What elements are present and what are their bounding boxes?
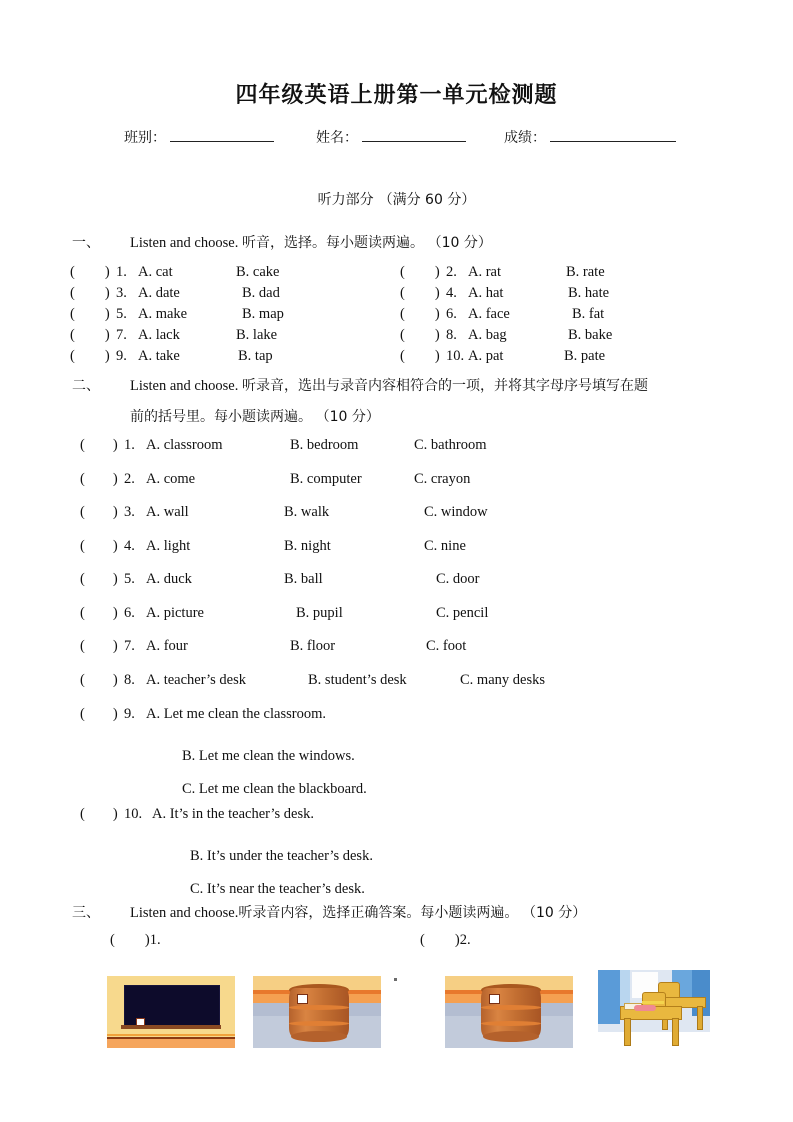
answer-bracket[interactable]: ( ) [80,437,118,453]
question-item[interactable] [420,932,730,949]
option-b[interactable]: B. dad [242,285,280,301]
bin-base [291,1031,347,1042]
score-field [504,127,676,147]
option-b[interactable]: B. cake [236,264,280,280]
question-row [70,327,730,348]
option-b[interactable]: B. pupil [296,604,343,621]
question-item[interactable] [80,437,730,471]
option-c[interactable]: C. door [436,571,480,587]
question-item[interactable] [80,638,730,672]
item-number: 6. [124,604,135,621]
answer-bracket[interactable]: ( ) [70,264,110,280]
option-b[interactable]: B. lake [236,327,278,343]
question-item[interactable] [80,605,730,639]
item-number: 8. [446,327,457,343]
option-b[interactable]: B. fat [572,306,605,322]
question-line [80,806,730,840]
option-b[interactable]: B. student’s desk [308,671,407,688]
item-number: 10. [124,806,143,822]
desk-leg [697,1006,703,1030]
option-b[interactable]: B. bake [568,327,613,343]
section-2-instruction-line2-wrapper [72,402,732,433]
score-label: 成绩： [504,130,546,146]
answer-bracket[interactable]: ( ) [80,806,118,822]
item-number: 7. [116,327,127,343]
option-b[interactable]: B. ball [284,571,323,587]
pencil-case-icon [634,1005,656,1011]
option-a[interactable]: A. bag [468,327,507,343]
section-2-score: （10 分） [315,409,380,425]
option-b[interactable]: B. night [284,537,331,554]
page-title: 四年级英语上册第一单元检测题 [235,83,558,108]
option-a[interactable]: A. duck [146,571,192,587]
question-item[interactable] [80,538,730,572]
class-label: 班别： [124,130,166,146]
answer-bracket[interactable]: ( ) [400,348,440,364]
answer-bracket[interactable]: ( ) [400,306,440,322]
answer-bracket[interactable]: ( ) [400,264,440,280]
section-2-number: 二、 [72,378,100,394]
item-number: 1. [116,264,127,280]
section-3-instruction-latin: Listen and choose. [130,905,239,921]
option-a[interactable]: A. picture [146,604,204,621]
option-c[interactable]: C. bathroom [414,437,487,453]
option-c[interactable]: C. many desks [460,671,545,688]
question-item[interactable] [400,327,730,344]
option-b[interactable]: B. walk [284,504,330,520]
bin-label-icon [489,994,500,1004]
answer-bracket-close[interactable]: ) [144,932,150,948]
answer-bracket[interactable]: ( ) [80,604,118,621]
option-a[interactable]: A. Let me clean the classroom. [146,706,326,722]
question-row [70,264,730,285]
class-field [124,127,274,147]
option-a[interactable]: A. face [468,306,510,322]
item-number: 7. [124,638,135,654]
wall-trim-line [107,1034,235,1036]
section-3-score: （10 分） [521,905,587,921]
item-number: 1. [124,437,135,453]
answer-bracket[interactable]: ( ) [80,671,118,688]
question-item[interactable] [70,285,400,302]
option-b[interactable]: B. hate [568,285,610,301]
blackboard-picture[interactable] [107,976,235,1048]
class-blank-line[interactable] [170,127,274,142]
item-number: 10. [446,348,465,364]
bin-band [289,1021,349,1026]
answer-bracket-close[interactable]: ) [454,932,460,948]
pencil-icon [642,1001,664,1004]
question-item[interactable] [80,806,730,906]
question-item[interactable] [70,327,400,344]
question-line [80,706,730,740]
option-c[interactable]: C. window [424,504,488,520]
question-row [70,285,730,306]
question-item[interactable] [110,932,420,949]
bin-band [289,1005,349,1010]
question-row [70,348,730,369]
option-b[interactable]: B. floor [290,638,336,654]
question-item[interactable] [400,264,730,281]
option-b[interactable]: B. tap [238,348,273,364]
item-number: 4. [124,537,135,554]
question-item[interactable] [400,306,730,323]
question-item[interactable] [80,504,730,538]
name-field [316,127,466,147]
option-a[interactable]: A. come [146,470,196,487]
item-number: 8. [124,671,135,688]
answer-bracket[interactable]: ( ) [70,285,110,301]
answer-bracket-open[interactable]: ( [420,932,425,948]
bin-band [481,1021,541,1026]
item-number: 2. [124,470,135,487]
question-item[interactable] [400,348,730,365]
answer-bracket-open[interactable]: ( [110,932,115,948]
option-a[interactable]: A. pat [468,348,504,364]
option-c[interactable]: C. pencil [436,604,489,621]
item-number: 3. [116,285,127,301]
option-a[interactable]: A. four [146,638,188,654]
answer-bracket[interactable]: ( ) [80,638,118,654]
listening-part-header [0,189,793,209]
item-number: 4. [446,285,457,301]
option-b[interactable]: B. bedroom [290,437,359,453]
option-a[interactable]: A. date [138,285,180,301]
floor-strip [107,1039,235,1048]
question-item[interactable] [80,571,730,605]
option-c[interactable]: C. foot [426,638,467,654]
question-item[interactable] [80,672,730,706]
question-item[interactable] [80,706,730,806]
option-a[interactable]: A. teacher’s desk [146,671,246,688]
answer-bracket[interactable]: ( ) [70,348,110,364]
name-label: 姓名： [316,130,358,146]
option-a[interactable]: A. make [138,306,188,322]
item-number: 6. [446,306,457,322]
item-number: 9. [124,706,135,722]
answer-bracket[interactable]: ( ) [400,327,440,343]
section-1-instruction-latin: Listen and choose. [130,235,239,251]
option-a[interactable]: A. cat [138,264,173,280]
section-2-instruction-line2: 前的括号里。每小题读两遍。 [130,409,312,425]
option-a[interactable]: A. It’s in the teacher’s desk. [152,806,315,822]
item-number: 3. [124,504,135,520]
option-a[interactable]: A. classroom [146,437,223,453]
option-b[interactable]: B. It’s under the teacher’s desk. [190,847,373,864]
answer-bracket[interactable]: ( ) [70,327,110,343]
answer-bracket[interactable]: ( ) [80,470,118,487]
section-2-instruction-line1: 听录音，选出与录音内容相符合的一项，并将其字母序号填写在题 [241,378,648,394]
item-number: 9. [116,348,127,364]
section-1-score: （10 分） [427,235,492,251]
answer-bracket[interactable]: ( ) [80,571,118,587]
section-1-number: 一、 [72,235,100,251]
section-3-heading [72,898,586,928]
answer-bracket[interactable]: ( ) [400,285,440,301]
option-b[interactable]: B. computer [290,470,362,487]
page-artifact-dot [394,978,397,981]
section-1-items [70,264,730,369]
section-3-number: 三、 [72,905,100,921]
trash-bin-picture[interactable] [253,976,381,1048]
listening-part-score: （满分 60 分） [378,192,476,208]
answer-bracket[interactable]: ( ) [80,706,118,722]
section-3-instruction-cjk: 听录音内容，选择正确答案。每小题读两遍。 [238,905,519,921]
section-2-heading [72,371,732,433]
question-item[interactable] [70,264,400,281]
option-b[interactable]: B. Let me clean the windows. [182,747,355,764]
option-a[interactable]: A. light [146,537,191,554]
question-item[interactable] [80,471,730,505]
section-1-instruction-cjk: 听音，选择。每小题读两遍。 [241,235,424,251]
option-a[interactable]: A. take [138,348,180,364]
item-number: 5. [124,571,135,587]
option-a[interactable]: A. wall [146,504,189,520]
section-1-heading [72,228,492,258]
wall-panel [598,970,620,1024]
student-info-row [124,127,684,147]
question-item[interactable] [400,285,730,302]
section-2-items [80,437,730,705]
bin-base [483,1031,539,1042]
item-number: 1. [149,932,161,948]
trash-bin-picture[interactable] [445,976,573,1048]
name-blank-line[interactable] [362,127,466,142]
chalk-icon [136,1018,145,1026]
option-b[interactable]: B. map [242,306,284,322]
option-c[interactable]: C. nine [424,537,466,554]
option-c[interactable]: C. crayon [414,470,471,487]
answer-bracket[interactable]: ( ) [80,504,118,520]
section-3-answer-marks [110,932,730,949]
item-number: 5. [116,306,127,322]
option-b[interactable]: B. pate [564,348,606,364]
bin-band [481,1005,541,1010]
option-a[interactable]: A. lack [138,327,180,343]
option-a[interactable]: A. hat [468,285,504,301]
listening-part-name: 听力部分 [317,192,374,208]
question-item[interactable] [70,348,400,365]
section-2-instruction-latin: Listen and choose. [130,378,239,394]
option-c[interactable]: C. It’s near the teacher’s desk. [190,880,365,897]
option-c[interactable]: C. Let me clean the blackboard. [182,780,367,797]
item-number: 2. [459,932,471,948]
item-number: 2. [446,264,457,280]
question-item[interactable] [70,306,400,323]
desk-leg [624,1018,631,1046]
answer-bracket[interactable]: ( ) [70,306,110,322]
question-row [70,306,730,327]
option-a[interactable]: A. rat [468,264,502,280]
score-blank-line[interactable] [550,127,676,142]
desk-leg [672,1018,679,1046]
option-b[interactable]: B. rate [566,264,605,280]
bin-label-icon [297,994,308,1004]
student-desks-picture[interactable] [598,970,710,1048]
answer-bracket[interactable]: ( ) [80,537,118,554]
